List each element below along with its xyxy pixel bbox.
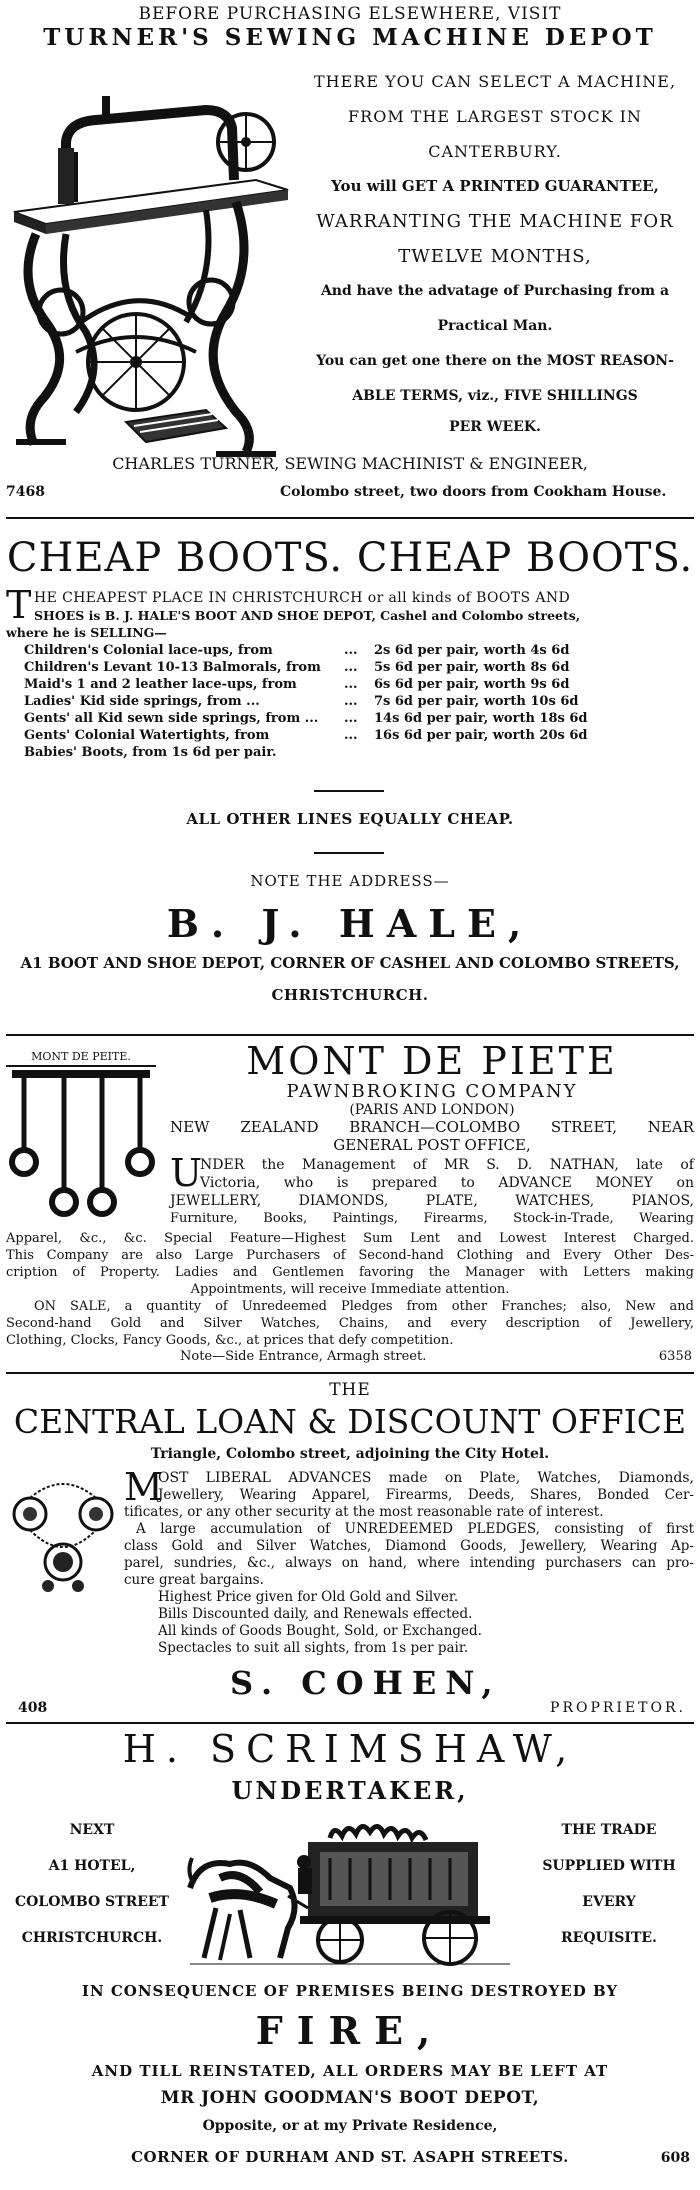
boot-item-price: 5s 6d per pair, worth 8s 6d [374, 660, 570, 675]
mont-de-piete-sub: GENERAL POST OFFICE, [333, 1136, 531, 1154]
mont-de-piete-sub: (PARIS AND LONDON) [349, 1102, 515, 1118]
undertaker-right-line: SUPPLIED WITH [542, 1858, 676, 1874]
undertaker-ad-number: 608 [660, 2150, 690, 2166]
boots-headline: CHEAP BOOTS. CHEAP BOOTS. [6, 535, 694, 581]
loan-body-line: parel, sundries, &c., always on hand, where intending purchasers can pro- [124, 1555, 694, 1571]
mont-body-line: NDER the Management of MR S. D. NATHAN, late of [200, 1157, 694, 1173]
turner-body-line: Practical Man. [437, 318, 553, 334]
list-item [24, 744, 588, 761]
mont-body-line: Appointments, will receive Immediate attention. [190, 1282, 510, 1297]
mont-sale-line: Second-hand Gold and Silver Watches, Chains, and every description of Jewellery, [6, 1316, 694, 1331]
turner-body-line: WARRANTING THE MACHINE FOR [316, 211, 674, 232]
undertaker-corner: CORNER OF DURHAM AND ST. ASAPH STREETS. [131, 2148, 569, 2166]
loan-ad-number: 408 [18, 1700, 48, 1716]
mont-de-piete-drop-cap: U [170, 1151, 203, 1195]
boots-drop-cap: T [6, 583, 32, 627]
undertaker-right-line: THE TRADE [561, 1822, 657, 1838]
turner-body-line: ABLE TERMS, viz., FIVE SHILLINGS [352, 388, 638, 404]
boots-note: NOTE THE ADDRESS— [250, 872, 450, 890]
undertaker-left-line: CHRISTCHURCH. [21, 1930, 163, 1946]
boot-item-name: Gents' Colonial Watertights, from [24, 728, 270, 743]
loan-body-line: cure great bargains. [124, 1572, 264, 1588]
pawnbroker-sign-label: MONT DE PEITE. [6, 1050, 156, 1067]
mont-de-piete-header [170, 1040, 694, 1154]
boot-item-dots: ... [344, 711, 358, 726]
boot-item-dots: ... [344, 728, 358, 743]
boots-city: CHRISTCHURCH. [271, 986, 429, 1004]
loan-location: Triangle, Colombo street, adjoining the City Hotel. [150, 1446, 550, 1462]
loan-body-line: OST LIBERAL ADVANCES made on Plate, Watches, Diamonds, [158, 1470, 694, 1486]
mont-de-piete-body-full [6, 1230, 694, 1349]
turner-address: Colombo street, two doors from Cookham House. [280, 484, 667, 500]
mont-body-line: cription of Property. Ladies and Gentlemen favoring the Manager with Letters making [6, 1265, 694, 1280]
loan-list-line: Bills Discounted daily, and Renewals effected. [158, 1606, 473, 1622]
turner-body-line: You will GET A PRINTED GUARANTEE, [331, 177, 659, 195]
loan-proprietor-name: S. COHEN, [230, 1664, 502, 1702]
hearse-carriage-illustration [180, 1818, 520, 1968]
divider-short [314, 852, 384, 854]
mont-body-line: JEWELLERY, DIAMONDS, PLATE, WATCHES, PIANOS, [170, 1193, 694, 1209]
undertaker-opposite: Opposite, or at my Private Residence, [202, 2118, 498, 2134]
boot-item-name: Gents' all Kid sewn side springs, from ... [24, 711, 319, 726]
divider [6, 1722, 694, 1724]
turner-body-line: You can get one there on the MOST REASON- [316, 353, 674, 369]
divider [6, 1034, 694, 1036]
undertaker-name: H. SCRIMSHAW, [122, 1727, 578, 1771]
mont-de-piete-headline: MONT DE PIETE [246, 1039, 618, 1083]
list-item [24, 676, 588, 693]
mont-body-line: Victoria, who is prepared to ADVANCE MONEY on [200, 1175, 694, 1191]
undertaker-depot: MR JOHN GOODMAN'S BOOT DEPOT, [160, 2088, 540, 2108]
list-item [24, 642, 588, 659]
list-item [24, 693, 588, 710]
undertaker-left-line: COLOMBO STREET [15, 1894, 169, 1910]
loan-body-line: tificates, or any other security at the most reasonable rate of interest. [124, 1504, 604, 1520]
turner-ad-number: 7468 [6, 484, 45, 500]
undertaker-left-block [6, 1812, 178, 1956]
undertaker-till: AND TILL REINSTATED, ALL ORDERS MAY BE LEFT AT [91, 2062, 609, 2080]
undertaker-trade: UNDERTAKER, [231, 1776, 469, 1805]
boots-intro-line: where he is SELLING— [6, 625, 167, 640]
list-item [24, 710, 588, 727]
turner-body-line: TWELVE MONTHS, [398, 246, 592, 267]
loan-list-line: Highest Price given for Old Gold and Silver. [158, 1589, 459, 1605]
boots-merchant-name: B. J. HALE, [166, 901, 534, 946]
boot-item-dots: ... [344, 694, 358, 709]
boots-other-lines: ALL OTHER LINES EQUALLY CHEAP. [186, 810, 514, 828]
boot-item-name: Ladies' Kid side springs, from ... [24, 694, 260, 709]
undertaker-left-line: A1 HOTEL, [48, 1858, 136, 1874]
boot-item-price: 2s 6d per pair, worth 4s 6d [374, 643, 570, 658]
boots-depot: A1 BOOT AND SHOE DEPOT, CORNER OF CASHEL AND COLOMBO STREETS, [20, 954, 680, 972]
undertaker-fire: FIRE, [255, 2008, 445, 2053]
boot-item-price: 6s 6d per pair, worth 9s 6d [374, 677, 570, 692]
mont-sale-line: Clothing, Clocks, Fancy Goods, &c., at prices that defy competition. [6, 1333, 454, 1348]
turner-body-line: PER WEEK. [449, 419, 541, 435]
pawnbroker-balls-icon [6, 1070, 156, 1220]
boot-item-dots: ... [344, 660, 358, 675]
turner-body-line: CANTERBURY. [428, 142, 562, 161]
boot-item-price: 14s 6d per pair, worth 18s 6d [374, 711, 588, 726]
mont-de-piete-note: Note—Side Entrance, Armagh street. [180, 1349, 427, 1364]
loan-drop-cap: M [124, 1465, 163, 1509]
loan-list-line: All kinds of Goods Bought, Sold, or Exchanged. [158, 1623, 482, 1639]
jewellery-illustration [8, 1474, 118, 1594]
loan-body-line: Jewellery, Wearing Apparel, Firearms, Deeds, Shares, Bonded Cer- [158, 1487, 694, 1503]
turner-body-line: FROM THE LARGEST STOCK IN [348, 107, 642, 126]
mont-body-line: Furniture, Books, Paintings, Firearms, Stock-in-Trade, Wearing [170, 1211, 694, 1226]
boot-item-dots: ... [344, 677, 358, 692]
mont-de-piete-number: 6358 [658, 1349, 692, 1364]
mont-sale-line: ON SALE, a quantity of Unredeemed Pledges from other Franches; also, New and [34, 1299, 694, 1314]
turner-signature: CHARLES TURNER, SEWING MACHINIST & ENGINEER, [112, 454, 588, 473]
turner-body-line: THERE YOU CAN SELECT A MACHINE, [313, 72, 677, 91]
mont-de-piete-sub: NEW ZEALAND BRANCH—COLOMBO STREET, NEAR [170, 1118, 694, 1136]
boot-item-name: Maid's 1 and 2 leather lace-ups, from [24, 677, 297, 692]
turner-body [296, 64, 694, 440]
undertaker-right-line: REQUISITE. [561, 1930, 657, 1946]
loan-headline: CENTRAL LOAN & DISCOUNT OFFICE [13, 1402, 687, 1441]
list-item [24, 727, 588, 744]
sewing-machine-illustration [6, 62, 296, 462]
undertaker-right-block [524, 1812, 694, 1956]
loan-the: THE [329, 1380, 371, 1400]
boots-intro-line: SHOES is B. J. HALE'S BOOT AND SHOE DEPOT, Cashel and Colombo streets, [34, 608, 581, 623]
loan-body-line: A large accumulation of UNREDEEMED PLEDGES, consisting of first [136, 1521, 694, 1537]
mont-de-piete-sub: PAWNBROKING COMPANY [286, 1081, 578, 1102]
boot-item-dots: ... [344, 643, 358, 658]
list-item [24, 659, 588, 676]
boot-item-name: Babies' Boots, from 1s 6d per pair. [24, 745, 277, 760]
loan-body [124, 1465, 694, 1657]
boot-item-price: 7s 6d per pair, worth 10s 6d [374, 694, 579, 709]
boot-item-name: Children's Levant 10-13 Balmorals, from [24, 660, 321, 675]
turner-ad [6, 4, 694, 52]
boots-intro [6, 583, 694, 641]
boots-intro-line: HE CHEAPEST PLACE IN CHRISTCHURCH or all kinds of BOOTS AND [34, 590, 571, 606]
loan-list-line: Spectacles to suit all sights, from 1s per pair. [158, 1640, 469, 1656]
turner-visit-line: BEFORE PURCHASING ELSEWHERE, VISIT [138, 4, 562, 24]
boot-item-price: 16s 6d per pair, worth 20s 6d [374, 728, 588, 743]
divider [6, 517, 694, 519]
undertaker-left-line: NEXT [69, 1822, 115, 1838]
divider-short [314, 790, 384, 792]
mont-de-piete-body [170, 1151, 694, 1228]
undertaker-right-line: EVERY [582, 1894, 636, 1910]
turner-headline: TURNER'S SEWING MACHINE DEPOT [43, 24, 657, 51]
mont-body-line: This Company are also Large Purchasers of Second-hand Clothing and Every Other Des- [6, 1248, 694, 1263]
turner-body-line: And have the advatage of Purchasing from a [320, 283, 670, 299]
undertaker-consequence: IN CONSEQUENCE OF PREMISES BEING DESTROYED BY [81, 1982, 619, 2000]
mont-body-line: Apparel, &c., &c. Special Feature—Highest Sum Lent and Lowest Interest Charged. [6, 1231, 694, 1246]
divider [6, 1372, 694, 1374]
loan-body-line: class Gold and Silver Watches, Diamond Goods, Jewellery, Wearing Ap- [124, 1538, 694, 1554]
boots-price-list [24, 642, 588, 761]
loan-proprietor-title: PROPRIETOR. [550, 1700, 686, 1716]
boot-item-name: Children's Colonial lace-ups, from [24, 643, 273, 658]
